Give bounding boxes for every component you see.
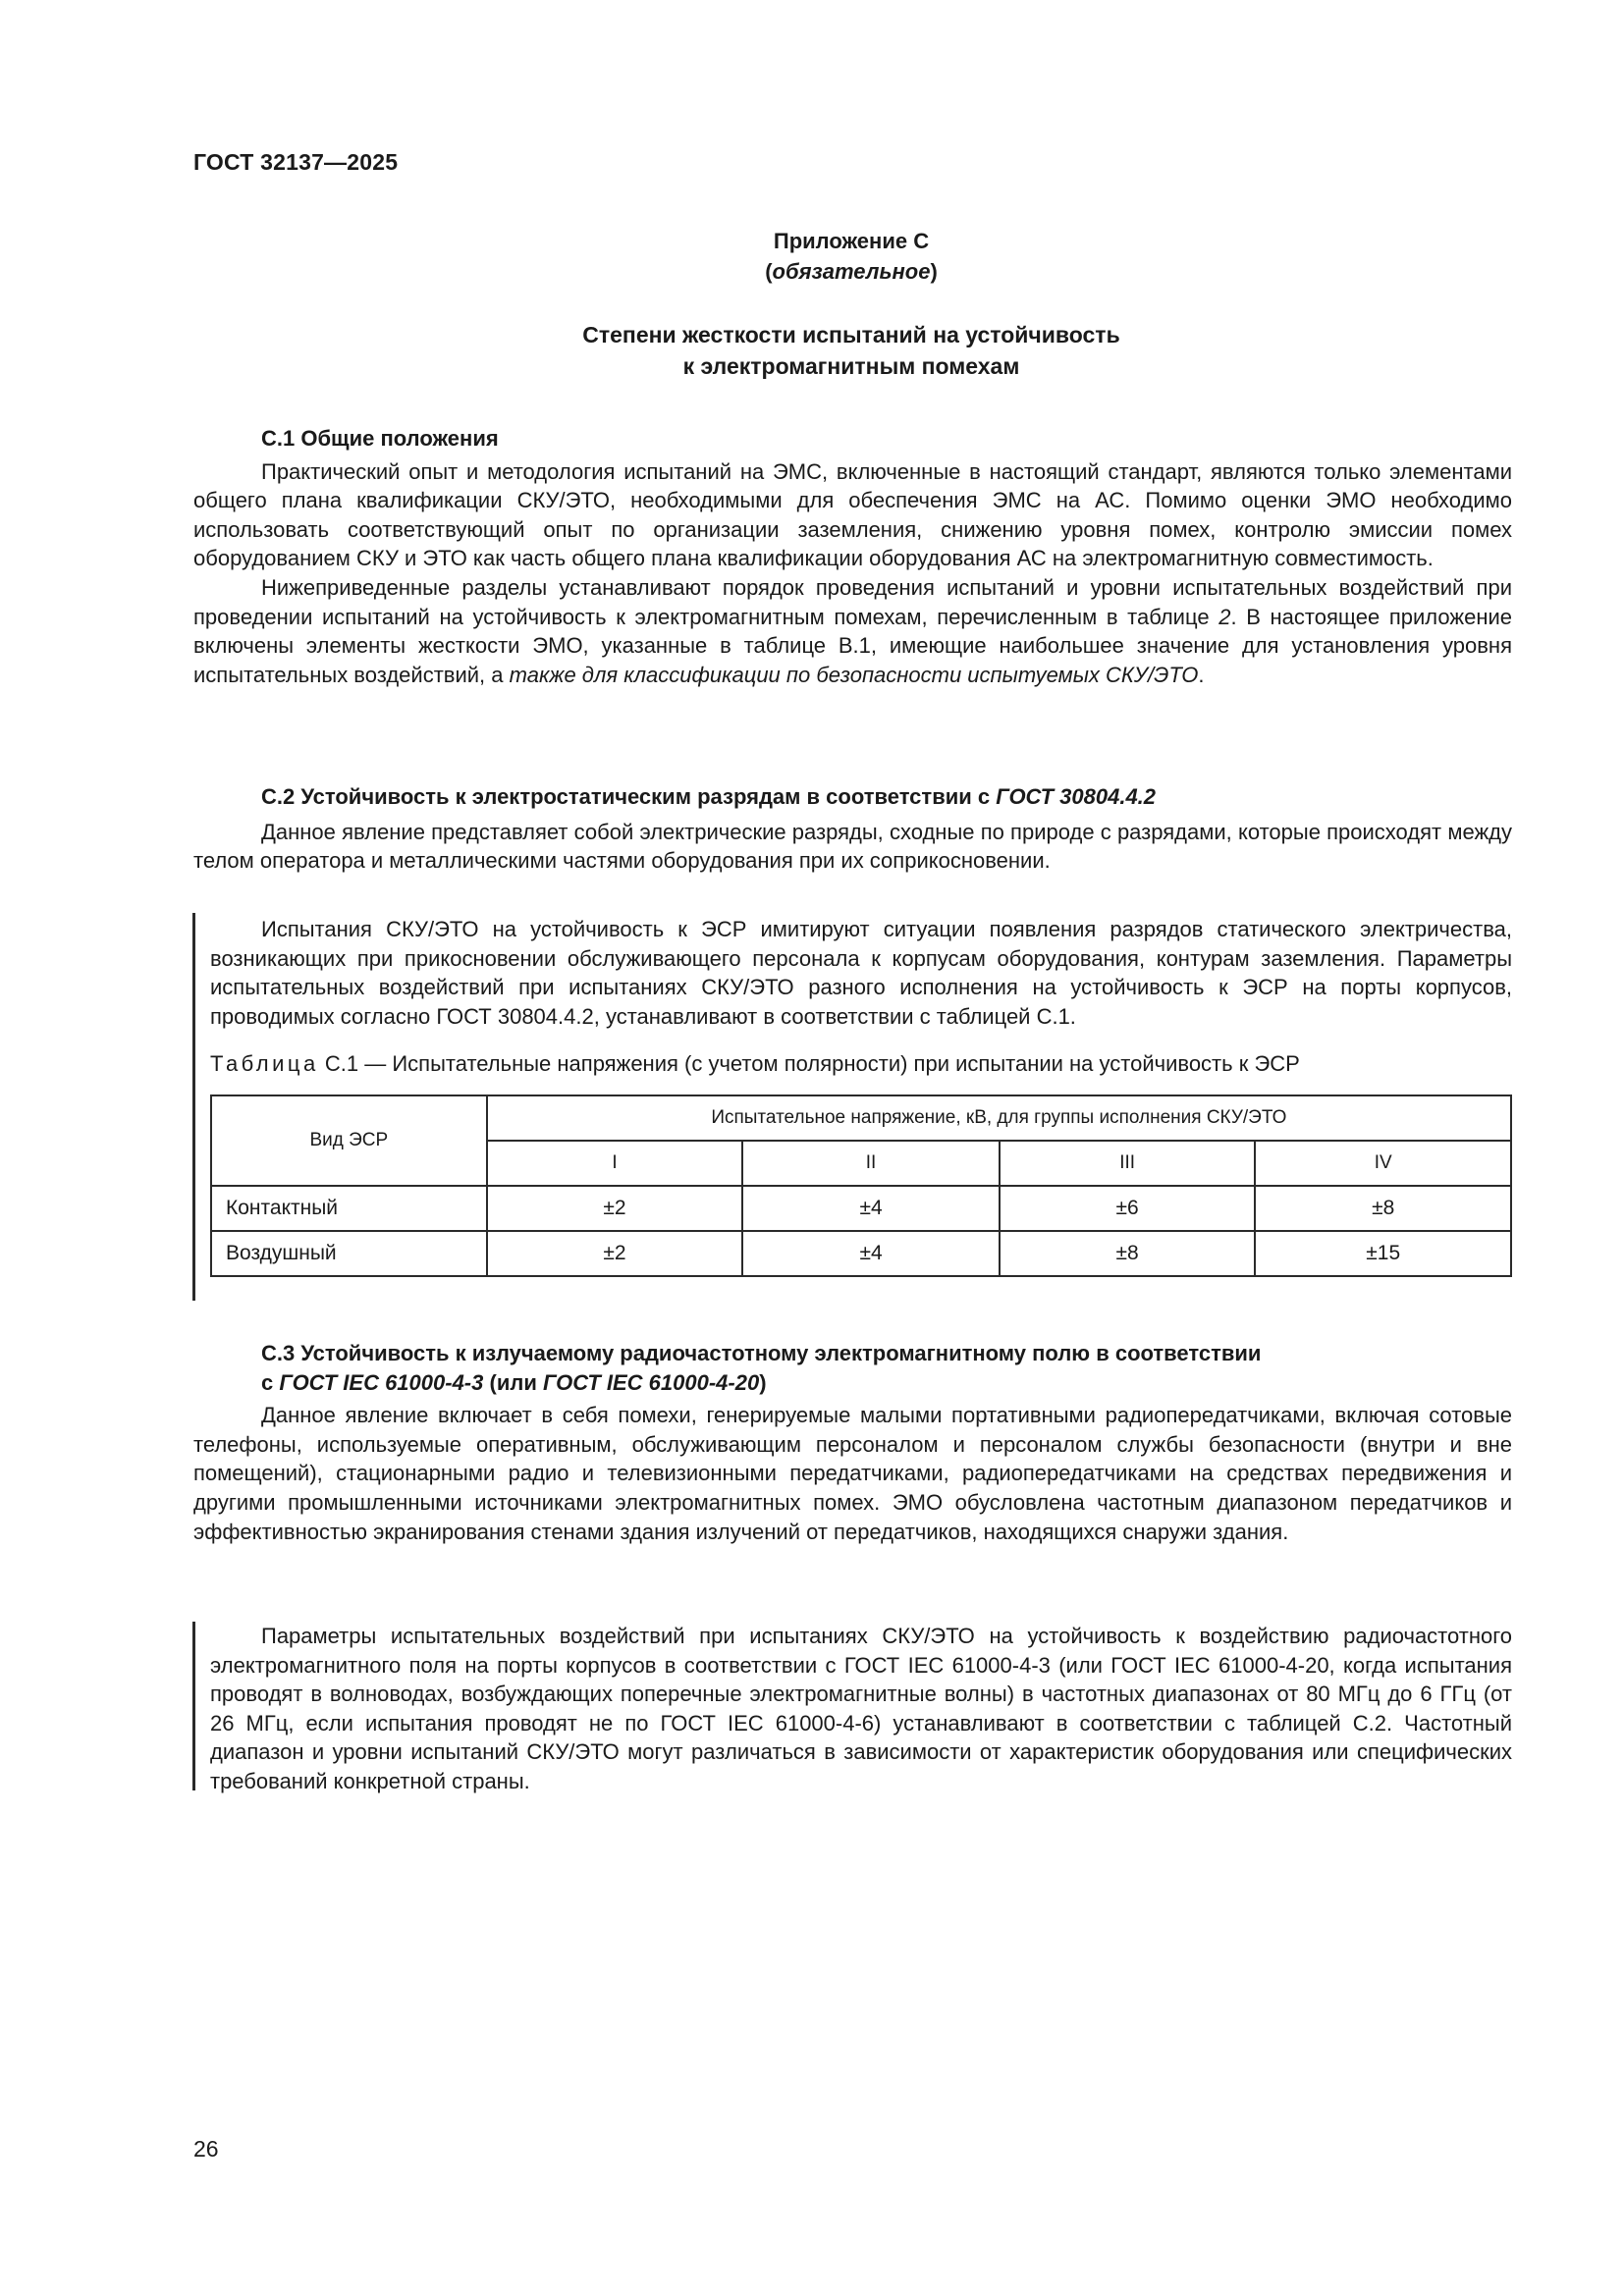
annex-status: (обязательное) [765, 259, 938, 284]
section-c2 [193, 782, 1512, 876]
section-c2-changed-text [210, 915, 1512, 1031]
table-header-esd-type: Вид ЭСР [211, 1095, 487, 1186]
table-c1-caption: Таблица С.1 — Испытательные напряжения (с учетом полярности) при испытании на устойчивость к ЭСР [210, 1051, 1300, 1076]
section-c3-heading-line-2: с ГОСТ IEC 61000-4-3 (или ГОСТ IEC 61000-4-20) [261, 1369, 767, 1395]
section-c3-paragraph-1: Данное явление включает в себя помехи, генерируемые малыми портативными радиопередатчиками, включая сотовые телефоны, используемые оперативным, обслуживающим персоналом и персоналом службы безопасности (внутри и вне помещений), стационарными радио и телевизионными передатчиками, радиопередатчиками на средствах передвижения и другими промышленными источниками электромагнитных помех. ЭМО обусловлена частотным диапазоном передатчиков и эффективностью экранирования стенами здания излучений от передатчиков, находящихся снаружи здания. [193, 1403, 1512, 1544]
table-header-group-iv: IV [1255, 1141, 1511, 1186]
annex-heading-line-1: Степени жесткости испытаний на устойчивость [582, 322, 1120, 347]
section-c3-paragraph-2: Параметры испытательных воздействий при испытаниях СКУ/ЭТО на устойчивость к воздействию радиочастотного электромагнитного поля на порты корпусов в соответствии с ГОСТ IEC 61000-4-3 (или ГОСТ IEC 61000-4-20, когда испытания проводят в волноводах, возбуждающих поперечные электромагнитные волны) в частотных диапазонах от 80 МГц до 6 ГГц (от 26 МГц, если испытания проводят не по ГОСТ IEC 61000-4-6) устанавливают в соответствии с таблицей С.2. Частотный диапазон и уровни испытаний СКУ/ЭТО могут различаться в зависимости от характеристик оборудования или специфических требований конкретной страны. [210, 1624, 1512, 1793]
change-marker-bar [192, 913, 195, 1301]
table-row [211, 1186, 1511, 1231]
table-cell: ±8 [1255, 1186, 1511, 1231]
table-c1 [210, 1095, 1512, 1277]
annex-title: Приложение С [773, 229, 930, 253]
table-cell: ±8 [1000, 1231, 1256, 1276]
section-c3-changed-text [210, 1622, 1512, 1796]
section-c2-heading: С.2 Устойчивость к электростатическим разрядам в соответствии с ГОСТ 30804.4.2 [261, 784, 1157, 809]
document-code: ГОСТ 32137—2025 [193, 149, 399, 175]
table-row [211, 1231, 1511, 1276]
annex-label [193, 226, 1509, 287]
italic-clause: также для классификации по безопасности испытуемых СКУ/ЭТО [509, 662, 1199, 687]
standard-reference: ГОСТ IEC 61000-4-3 [279, 1369, 484, 1395]
table-header-group-ii: II [742, 1141, 1000, 1186]
standard-reference: ГОСТ 30804.4.2 [996, 784, 1157, 809]
section-c3 [193, 1339, 1512, 1546]
section-c1-paragraph-1: Практический опыт и методология испытаний на ЭМС, включенные в настоящий стандарт, являются только элементами общего плана квалификации СКУ/ЭТО, необходимыми для обеспечения ЭМС на АС. Помимо оценки ЭМО необходимо использовать соответствующий опыт по организации заземления, снижению уровня помех, контролю эмиссии помех оборудованием СКУ и ЭТО как часть общего плана квалификации оборудования АС на электромагнитную совместимость. [193, 458, 1512, 571]
table-cell: ±4 [742, 1186, 1000, 1231]
table-header-group-iii: III [1000, 1141, 1256, 1186]
section-c2-paragraph-2: Испытания СКУ/ЭТО на устойчивость к ЭСР имитируют ситуации появления разрядов статического электричества, возникающих при прикосновении обслуживающего персонала к корпусам оборудования, контурам заземления. Параметры испытательных воздействий при испытаниях СКУ/ЭТО разного исполнения на устойчивость к ЭСР на порты корпусов, проводимых согласно ГОСТ 30804.4.2, устанавливают в соответствии с таблицей С.1. [210, 917, 1512, 1029]
table-cell: ±4 [742, 1231, 1000, 1276]
table-cell: ±6 [1000, 1186, 1256, 1231]
table-cell-type: Воздушный [211, 1231, 487, 1276]
table-cell: ±2 [487, 1231, 743, 1276]
table-cell: ±2 [487, 1186, 743, 1231]
table-cell-type: Контактный [211, 1186, 487, 1231]
table-cell: ±15 [1255, 1231, 1511, 1276]
section-c3-heading-line-1: С.3 Устойчивость к излучаемому радиочастотному электромагнитному полю в соответствии [261, 1341, 1262, 1365]
section-c2-paragraph-1: Данное явление представляет собой электрические разряды, сходные по природе с разрядами, которые происходят между телом оператора и металлическими частями оборудования при их соприкосновении. [193, 819, 1512, 874]
section-c1-heading: С.1 Общие положения [261, 426, 499, 451]
page-number: 26 [193, 2136, 219, 2162]
table-header-voltage-group: Испытательное напряжение, кВ, для группы исполнения СКУ/ЭТО [487, 1095, 1511, 1141]
table-reference: 2 [1218, 604, 1231, 629]
standard-reference: ГОСТ IEC 61000-4-20 [542, 1369, 760, 1395]
section-c1 [193, 424, 1512, 689]
change-marker-bar [192, 1622, 195, 1790]
annex-heading-line-2: к электромагнитным помехам [682, 353, 1020, 379]
table-header-group-i: I [487, 1141, 743, 1186]
annex-heading [193, 319, 1509, 382]
section-c1-paragraph-2: Нижеприведенные разделы устанавливают порядок проведения испытаний и уровни испытательных воздействий при проведении испытаний на устойчивость к электромагнитным помехам, перечисленным в таблице 2. В настоящее приложение включены элементы жесткости ЭМО, указанные в таблице В.1, имеющие наибольшее значение для установления уровня испытательных воздействий, а также для классификации по безопасности испытуемых СКУ/ЭТО. [193, 574, 1512, 687]
